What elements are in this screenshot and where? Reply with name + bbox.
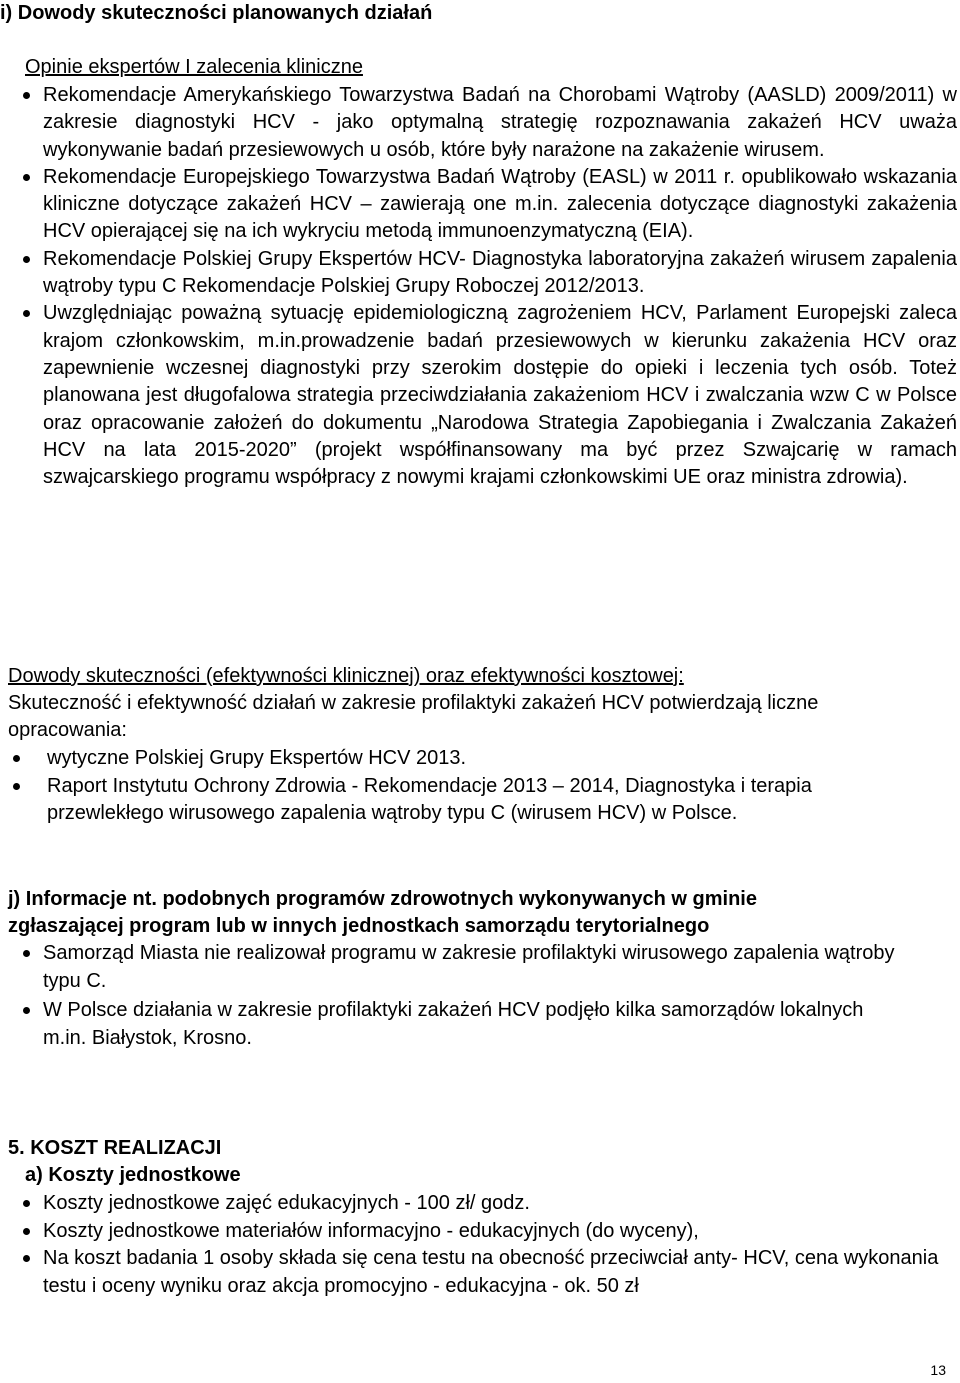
list-item: Samorząd Miasta nie realizował programu w zakresie profilaktyki wirusowego zapalenia wątroby typu C. xyxy=(43,940,903,995)
list-item: Koszty jednostkowe zajęć edukacyjnych - 100 zł/ godz. xyxy=(43,1190,955,1218)
list-item: W Polsce działania w zakresie profilaktyki zakażeń HCV podjęło kilka samorządów lokalnych m.in. Białystok, Krosno. xyxy=(43,997,903,1052)
list-item: Uwzględniając poważną sytuację epidemiologiczną zagrożeniem HCV, Parlament Europejski zaleca krajom członkowskim, m.in.prowadzenie badań przesiewowych w kierunku zakażenia HCV oraz zapewnienie wczesnej diagnostyki przy szerokim dostępie do opieki i leczenia tych osób. Toteż planowana jest długofalowa strategia przeciwdziałania zakażeniom HCV i zwalczania wzw C w Polsce oraz opracowanie założeń do dokumentu „Narodowa Strategia Zapobiegania i Zwalczania Zakażeń HCV na lata 2015-2020” (projekt współfinansowany ma być przez Szwajcarię w ramach szwajcarskiego programu współpracy z nowymi krajami członkowskimi UE oraz ministra zdrowia). xyxy=(43,300,957,491)
section-j-list xyxy=(43,940,903,1054)
cost-list xyxy=(43,1190,955,1300)
list-item: wytyczne Polskiej Grupy Ekspertów HCV 2013. xyxy=(47,745,877,773)
section-j-heading-line2: zgłaszającej program lub w innych jednostkach samorządu terytorialnego xyxy=(8,915,710,937)
section-i-list xyxy=(43,82,957,491)
list-item: Rekomendacje Polskiej Grupy Ekspertów HCV- Diagnostyka laboratoryjna zakażeń wirusem zapalenia wątroby typu C Rekomendacje Polskiej Grupy Roboczej 2012/2013. xyxy=(43,246,957,301)
page-number: 13 xyxy=(930,1362,946,1378)
evidence-list xyxy=(47,745,877,828)
list-item: Koszty jednostkowe materiałów informacyjno - edukacyjnych (do wyceny), xyxy=(43,1218,955,1246)
list-item: Rekomendacje Europejskiego Towarzystwa Badań Wątroby (EASL) w 2011 r. opublikowało wskazania kliniczne dotyczące zakażeń HCV – zawierają one m.in. zalecenia dotyczące diagnostyki zakażenia HCV opierającej się na ich wykryciu metodą immunoenzymatyczną (EIA). xyxy=(43,164,957,246)
section-i-heading: i) Dowody skuteczności planowanych działań xyxy=(0,2,433,24)
section-j-heading-line1: j) Informacje nt. podobnych programów zdrowotnych wykonywanych w gminie xyxy=(8,888,757,910)
section-i-subheading: Opinie ekspertów I zalecenia kliniczne xyxy=(25,56,363,78)
list-item: Na koszt badania 1 osoby składa się cena testu na obecność przeciwciał anty- HCV, cena wykonania testu i oceny wyniku oraz akcja promocyjno - edukacyjna - ok. 50 zł xyxy=(43,1245,955,1300)
evidence-heading: Dowody skuteczności (efektywności klinicznej) oraz efektywności kosztowej: xyxy=(8,665,684,687)
list-item: Rekomendacje Amerykańskiego Towarzystwa Badań na Chorobami Wątroby (AASLD) 2009/2011) w zakresie diagnostyki HCV - jako optymalną strategię rozpoznawania zakażeń HCV uważa wykonywanie badań przesiewowych u osób, które były narażone na zakażenie wirusem. xyxy=(43,82,957,164)
section-5-subheading: a) Koszty jednostkowe xyxy=(25,1164,241,1186)
section-5-heading: 5. KOSZT REALIZACJI xyxy=(8,1137,222,1159)
list-item: Raport Instytutu Ochrony Zdrowia - Rekomendacje 2013 – 2014, Diagnostyka i terapia przewlekłego wirusowego zapalenia wątroby typu C (wirusem HCV) w Polsce. xyxy=(47,773,877,828)
evidence-intro: Skuteczność i efektywność działań w zakresie profilaktyki zakażeń HCV potwierdzają liczne opracowania: xyxy=(8,692,819,741)
